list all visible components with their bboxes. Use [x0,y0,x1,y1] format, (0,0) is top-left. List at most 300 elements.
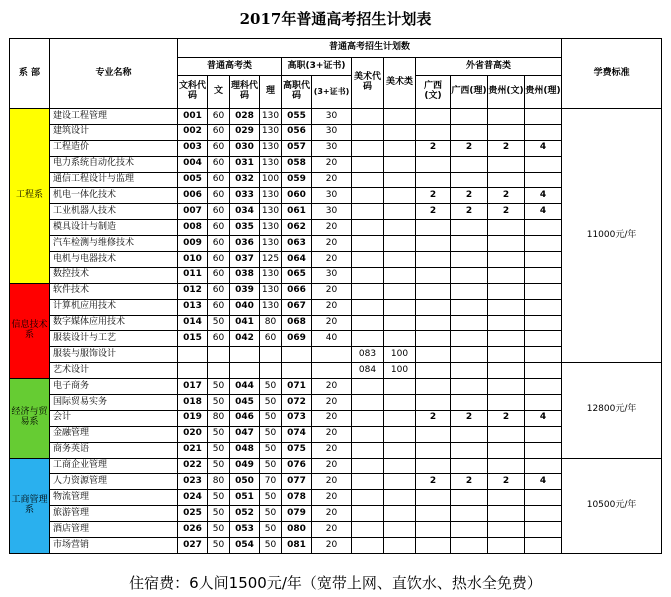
table-row [10,363,662,379]
science-code: 048 [230,442,260,458]
art-count: 100 [384,347,416,363]
arts-count: 60 [208,331,230,347]
arts-count: 60 [208,283,230,299]
major-name: 汽车检测与维修技术 [50,236,178,252]
arts-count: 80 [208,474,230,490]
arts-code [178,347,208,363]
guizhou-arts: 2 [488,204,525,220]
art-count [384,267,416,283]
major-name: 服装与服饰设计 [50,347,178,363]
science-code: 044 [230,379,260,395]
arts-count: 50 [208,522,230,538]
header-art: 美术类 [384,58,416,109]
vocational-code: 065 [282,267,312,283]
vocational-count: 20 [312,252,352,268]
vocational-count: 20 [312,474,352,490]
dept-cell: 工程系 [10,109,50,284]
guizhou-arts [488,442,525,458]
major-name: 计算机应用技术 [50,299,178,315]
guizhou-arts [488,458,525,474]
science-code: 045 [230,395,260,411]
vocational-count: 20 [312,315,352,331]
guizhou-science [525,267,562,283]
arts-code: 005 [178,172,208,188]
science-code [230,363,260,379]
arts-count [208,347,230,363]
arts-count: 50 [208,490,230,506]
guangxi-arts [416,363,451,379]
vocational-count: 20 [312,172,352,188]
guangxi-science [451,363,488,379]
guangxi-arts: 2 [416,188,451,204]
science-code: 047 [230,426,260,442]
guizhou-arts [488,426,525,442]
vocational-code: 063 [282,236,312,252]
arts-count: 50 [208,506,230,522]
science-code: 042 [230,331,260,347]
major-name: 艺术设计 [50,363,178,379]
arts-code [178,363,208,379]
science-count: 60 [260,331,282,347]
science-code: 031 [230,156,260,172]
header-vocational: 高职(3+证书) [282,58,352,76]
science-code: 034 [230,204,260,220]
dept-cell: 经济与贸易系 [10,379,50,458]
guangxi-science [451,522,488,538]
art-count [384,538,416,554]
guizhou-science: 4 [525,188,562,204]
science-count: 70 [260,474,282,490]
arts-code: 027 [178,538,208,554]
vocational-count: 20 [312,522,352,538]
guizhou-arts [488,538,525,554]
guizhou-science: 4 [525,410,562,426]
arts-count: 60 [208,156,230,172]
guangxi-arts [416,522,451,538]
major-name: 人力资源管理 [50,474,178,490]
art-code [352,538,384,554]
guangxi-science [451,267,488,283]
header-gk-code: 高职代码 [282,76,312,109]
guangxi-arts [416,236,451,252]
science-count: 50 [260,395,282,411]
arts-code: 026 [178,522,208,538]
art-code [352,204,384,220]
science-count: 130 [260,188,282,204]
art-count [384,124,416,140]
art-code [352,109,384,125]
dept-cell: 信息技术系 [10,283,50,378]
guangxi-arts [416,124,451,140]
science-count: 50 [260,506,282,522]
guangxi-science [451,283,488,299]
header-wk: 文 [208,76,230,109]
vocational-code: 075 [282,442,312,458]
header-fee: 学费标准 [562,39,662,109]
art-code [352,379,384,395]
arts-count: 50 [208,458,230,474]
guizhou-science [525,458,562,474]
arts-count: 50 [208,315,230,331]
major-name: 酒店管理 [50,522,178,538]
major-name: 国际贸易实务 [50,395,178,411]
guizhou-science [525,538,562,554]
guangxi-science [451,347,488,363]
guizhou-arts [488,506,525,522]
guangxi-science: 2 [451,204,488,220]
major-name: 通信工程设计与监理 [50,172,178,188]
science-count: 130 [260,267,282,283]
guangxi-arts: 2 [416,474,451,490]
vocational-count: 30 [312,204,352,220]
vocational-count: 20 [312,220,352,236]
science-count: 50 [260,426,282,442]
major-name: 金融管理 [50,426,178,442]
major-name: 建设工程管理 [50,109,178,125]
art-code [352,252,384,268]
guizhou-science [525,522,562,538]
major-name: 建筑设计 [50,124,178,140]
art-count [384,410,416,426]
science-count: 130 [260,299,282,315]
guizhou-arts [488,124,525,140]
guangxi-arts [416,299,451,315]
arts-count: 60 [208,124,230,140]
art-code: 084 [352,363,384,379]
major-name: 工业机器人技术 [50,204,178,220]
science-count: 50 [260,442,282,458]
science-count: 50 [260,379,282,395]
guangxi-science [451,220,488,236]
guizhou-science [525,299,562,315]
arts-code: 009 [178,236,208,252]
guangxi-science [451,395,488,411]
guizhou-arts [488,220,525,236]
header-lk-code: 理科代码 [230,76,260,109]
guizhou-science [525,252,562,268]
major-name: 会计 [50,410,178,426]
science-code: 037 [230,252,260,268]
arts-code: 010 [178,252,208,268]
art-count [384,252,416,268]
art-count [384,299,416,315]
science-code [230,347,260,363]
guizhou-arts [488,522,525,538]
arts-count: 80 [208,410,230,426]
art-count [384,283,416,299]
arts-code: 017 [178,379,208,395]
major-name: 工商企业管理 [50,458,178,474]
guangxi-arts [416,315,451,331]
science-count: 50 [260,490,282,506]
arts-code: 024 [178,490,208,506]
arts-code: 011 [178,267,208,283]
guizhou-arts [488,172,525,188]
science-code: 053 [230,522,260,538]
science-code: 050 [230,474,260,490]
header-lk: 理 [260,76,282,109]
accommodation-note: 住宿费：6人间1500元/年（宽带上网、直饮水、热水全免费） [129,574,542,592]
art-code [352,188,384,204]
guangxi-arts [416,490,451,506]
arts-code: 019 [178,410,208,426]
vocational-count: 20 [312,490,352,506]
art-code [352,156,384,172]
arts-count: 60 [208,267,230,283]
header-plan-count: 普通高考招生计划数 [178,39,562,58]
guangxi-science [451,426,488,442]
arts-count: 60 [208,204,230,220]
vocational-code: 069 [282,331,312,347]
science-count [260,347,282,363]
arts-count: 60 [208,172,230,188]
guizhou-science [525,363,562,379]
guizhou-science [525,156,562,172]
guizhou-arts [488,315,525,331]
header-gx-li: 广西(理) [451,76,488,109]
arts-code: 002 [178,124,208,140]
vocational-count: 20 [312,538,352,554]
guangxi-science [451,538,488,554]
arts-code: 006 [178,188,208,204]
vocational-code: 072 [282,395,312,411]
major-name: 工程造价 [50,140,178,156]
vocational-code: 066 [282,283,312,299]
vocational-code: 059 [282,172,312,188]
vocational-count: 20 [312,236,352,252]
arts-code: 003 [178,140,208,156]
vocational-code: 073 [282,410,312,426]
science-count: 130 [260,220,282,236]
header-major: 专业名称 [50,39,178,109]
guangxi-arts [416,267,451,283]
fee-cell: 10500元/年 [562,458,662,553]
guangxi-science [451,331,488,347]
guizhou-science [525,331,562,347]
guizhou-arts [488,283,525,299]
art-count [384,458,416,474]
art-count [384,474,416,490]
arts-count: 50 [208,426,230,442]
vocational-count: 20 [312,395,352,411]
major-name: 电子商务 [50,379,178,395]
art-count [384,331,416,347]
header-gz-li: 贵州(理) [525,76,562,109]
vocational-code: 081 [282,538,312,554]
science-code: 052 [230,506,260,522]
vocational-code: 078 [282,490,312,506]
art-code [352,267,384,283]
arts-code: 025 [178,506,208,522]
vocational-code: 064 [282,252,312,268]
arts-code: 001 [178,109,208,125]
vocational-code: 077 [282,474,312,490]
guangxi-arts [416,426,451,442]
guizhou-arts [488,109,525,125]
guangxi-science [451,299,488,315]
vocational-code: 076 [282,458,312,474]
guizhou-science [525,442,562,458]
science-count: 50 [260,522,282,538]
guizhou-arts: 2 [488,410,525,426]
guangxi-arts: 2 [416,140,451,156]
arts-code: 012 [178,283,208,299]
guangxi-arts [416,331,451,347]
guizhou-arts [488,347,525,363]
guangxi-science [451,315,488,331]
art-code [352,331,384,347]
header-general: 普通高考类 [178,58,282,76]
vocational-count: 20 [312,156,352,172]
guizhou-arts [488,363,525,379]
guizhou-science: 4 [525,204,562,220]
arts-count: 50 [208,379,230,395]
art-code [352,283,384,299]
art-code [352,140,384,156]
guangxi-science [451,172,488,188]
science-code: 040 [230,299,260,315]
arts-count: 50 [208,442,230,458]
guangxi-science [451,506,488,522]
science-count: 80 [260,315,282,331]
major-name: 服装设计与工艺 [50,331,178,347]
vocational-count: 30 [312,124,352,140]
guangxi-arts: 2 [416,410,451,426]
science-count: 50 [260,410,282,426]
major-name: 电机与电器技术 [50,252,178,268]
art-code: 083 [352,347,384,363]
guizhou-science [525,490,562,506]
guangxi-arts [416,347,451,363]
science-count: 130 [260,204,282,220]
guangxi-arts [416,252,451,268]
vocational-code: 061 [282,204,312,220]
arts-count: 60 [208,299,230,315]
arts-count: 50 [208,395,230,411]
guangxi-science [451,490,488,506]
art-code [352,395,384,411]
arts-count: 60 [208,109,230,125]
arts-code: 008 [178,220,208,236]
guizhou-science [525,426,562,442]
art-code [352,442,384,458]
table-row [10,458,662,474]
art-count [384,315,416,331]
science-count: 100 [260,172,282,188]
art-count [384,442,416,458]
science-code: 049 [230,458,260,474]
art-code [352,220,384,236]
arts-code: 014 [178,315,208,331]
vocational-count: 30 [312,109,352,125]
guangxi-arts [416,506,451,522]
art-code [352,299,384,315]
art-count: 100 [384,363,416,379]
guangxi-science [451,156,488,172]
guizhou-science [525,124,562,140]
guangxi-arts [416,283,451,299]
header-gz-wen: 贵州(文) [488,76,525,109]
vocational-count: 20 [312,283,352,299]
guangxi-arts [416,220,451,236]
guizhou-arts [488,299,525,315]
art-code [352,124,384,140]
vocational-count: 30 [312,267,352,283]
enrollment-plan-table [9,38,662,554]
art-code [352,474,384,490]
major-name: 物流管理 [50,490,178,506]
guizhou-science [525,220,562,236]
science-count: 125 [260,252,282,268]
guangxi-science [451,124,488,140]
guangxi-science [451,458,488,474]
science-code: 051 [230,490,260,506]
guangxi-science: 2 [451,140,488,156]
vocational-count: 30 [312,140,352,156]
art-count [384,204,416,220]
science-code: 046 [230,410,260,426]
art-code [352,506,384,522]
page-title: 2017年普通高考招生计划表 [239,10,432,28]
science-count: 130 [260,236,282,252]
arts-code: 004 [178,156,208,172]
vocational-count: 20 [312,299,352,315]
vocational-count: 20 [312,458,352,474]
art-count [384,379,416,395]
science-code: 032 [230,172,260,188]
guizhou-science [525,315,562,331]
vocational-count: 30 [312,188,352,204]
vocational-code: 068 [282,315,312,331]
science-code: 038 [230,267,260,283]
arts-code: 020 [178,426,208,442]
science-count: 130 [260,124,282,140]
major-name: 数控技术 [50,267,178,283]
major-name: 旅游管理 [50,506,178,522]
guangxi-arts [416,458,451,474]
guangxi-science [451,379,488,395]
header-dept: 系 部 [10,39,50,109]
guizhou-arts: 2 [488,188,525,204]
art-code [352,426,384,442]
arts-code: 013 [178,299,208,315]
guangxi-arts [416,442,451,458]
major-name: 电力系统自动化技术 [50,156,178,172]
arts-count: 60 [208,188,230,204]
art-count [384,426,416,442]
guizhou-science [525,283,562,299]
vocational-count: 20 [312,426,352,442]
guizhou-arts [488,379,525,395]
arts-code: 015 [178,331,208,347]
science-code: 029 [230,124,260,140]
science-code: 033 [230,188,260,204]
guangxi-arts [416,395,451,411]
header-gk: (3+证书) [312,76,352,109]
guizhou-science [525,347,562,363]
guangxi-science [451,252,488,268]
vocational-code: 067 [282,299,312,315]
vocational-count: 20 [312,379,352,395]
guizhou-science: 4 [525,474,562,490]
guizhou-arts [488,395,525,411]
vocational-code: 062 [282,220,312,236]
vocational-code: 060 [282,188,312,204]
major-name: 软件技术 [50,283,178,299]
vocational-code: 079 [282,506,312,522]
science-count: 130 [260,156,282,172]
vocational-code: 071 [282,379,312,395]
